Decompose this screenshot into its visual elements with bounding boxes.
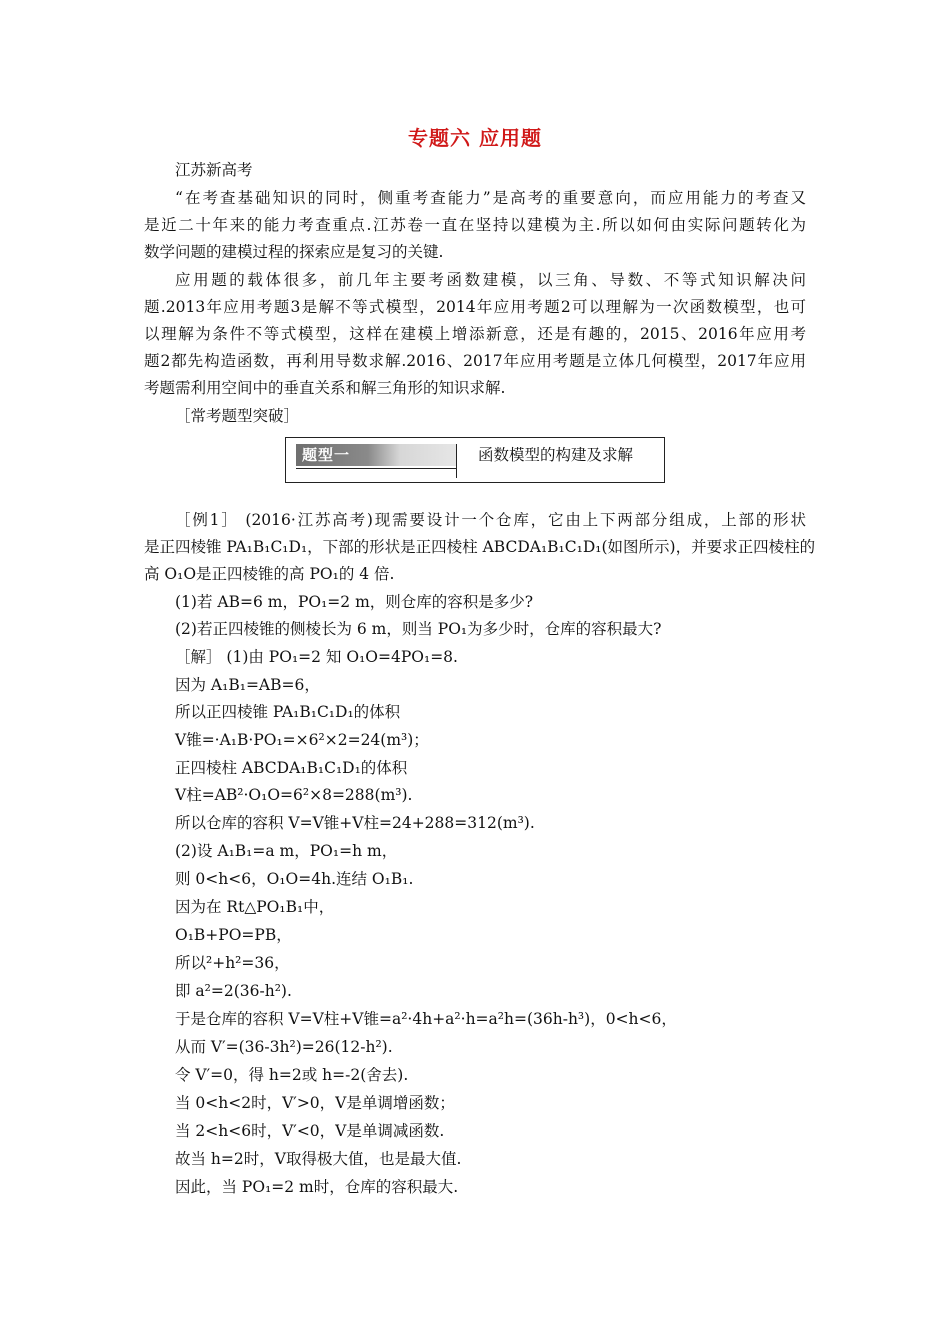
example-line1: ［例1］ (2016·江苏高考)现需要设计一个仓库，它由上下两部分组成，上部的形状	[175, 511, 806, 529]
intro-p2-line1: 应用题的载体很多，前几年主要考函数建模，以三角、导数、不等式知识解决问	[175, 271, 806, 289]
solution-line: V锥=·A₁B·PO₁=×6²×2=24(m³)；	[175, 731, 429, 749]
solution-line: 所以正四棱锥 PA₁B₁C₁D₁的体积	[175, 703, 401, 721]
question-type-tag-label: 题型一	[302, 446, 351, 464]
intro-p2-line5: 考题需利用空间中的垂直关系和解三角形的知识求解.	[144, 379, 506, 397]
solution-line: 因为 A₁B₁=AB=6，	[175, 676, 320, 694]
tag-underline	[296, 468, 456, 469]
intro-p1-line3: 数学问题的建模过程的探索应是复习的关键.	[144, 243, 444, 261]
example-question-1: (1)若 AB=6 m，PO₁=2 m，则仓库的容积是多少?	[175, 593, 534, 611]
solution-line: 正四棱柱 ABCDA₁B₁C₁D₁的体积	[175, 759, 408, 777]
example-line2: 是正四棱锥 PA₁B₁C₁D₁，下部的形状是正四棱柱 ABCDA₁B₁C₁D₁(如图所示)，并要求正四棱柱的	[144, 538, 816, 556]
solution-line: 令 V′=0，得 h=2或 h=-2(舍去).	[175, 1066, 409, 1084]
intro-p1-line2: 是近二十年来的能力考查重点.江苏卷一直在坚持以建模为主.所以如何由实际问题转化为	[144, 216, 806, 234]
question-type-topic: 函数模型的构建及求解	[478, 446, 634, 464]
solution-line: ［解］ (1)由 PO₁=2 知 O₁O=4PO₁=8.	[175, 648, 458, 666]
section-heading: ［常考题型突破］	[175, 407, 300, 425]
solution-line: 所以²+h²=36，	[175, 954, 290, 972]
solution-line: 当 0<h<2时，V′>0，V是单调增函数；	[175, 1094, 455, 1112]
question-type-banner	[285, 437, 665, 483]
solution-line: 因此，当 PO₁=2 m时，仓库的容积最大.	[175, 1178, 459, 1196]
intro-p2-line3: 以理解为条件不等式模型，这样在建模上增添新意，还是有趣的，2015、2016年应用考	[144, 325, 806, 343]
page-title: 专题六 应用题	[408, 126, 542, 150]
example-line3: 高 O₁O是正四棱锥的高 PO₁的 4 倍.	[144, 565, 395, 583]
solution-line: 所以仓库的容积 V=V锥+V柱=24+288=312(m³).	[175, 814, 535, 832]
example-question-2: (2)若正四棱锥的侧棱长为 6 m，则当 PO₁为多少时，仓库的容积最大?	[175, 620, 662, 638]
intro-p2-line4: 题2都先构造函数，再利用导数求解.2016、2017年应用考题是立体几何模型，2017年应用	[144, 352, 806, 370]
solution-line: 故当 h=2时，V取得极大值，也是最大值.	[175, 1150, 462, 1168]
solution-line: 从而 V′=(36-3h²)=26(12-h²).	[175, 1038, 393, 1056]
intro-heading: 江苏新高考	[175, 161, 253, 179]
solution-line: O₁B+PO=PB，	[175, 926, 292, 944]
solution-line: V柱=AB²·O₁O=6²×8=288(m³).	[175, 786, 413, 804]
question-type-tag	[296, 444, 456, 466]
intro-p2-line2: 题.2013年应用考题3是解不等式模型，2014年应用考题2可以理解为一次函数模型，也可	[144, 298, 806, 316]
solution-line: (2)设 A₁B₁=a m，PO₁=h m，	[175, 842, 398, 860]
solution-line: 于是仓库的容积 V=V柱+V锥=a²·4h+a²·h=a²h=(36h-h³)，0<h<6，	[175, 1010, 677, 1028]
intro-p1-line1: “在考查基础知识的同时，侧重考查能力”是高考的重要意向，而应用能力的考查又	[175, 189, 806, 207]
solution-line: 即 a²=2(36-h²).	[175, 982, 292, 1000]
solution-line: 因为在 Rt△PO₁B₁中，	[175, 898, 335, 916]
tag-divider	[456, 444, 457, 478]
solution-line: 则 0<h<6，O₁O=4h.连结 O₁B₁.	[175, 870, 414, 888]
solution-line: 当 2<h<6时，V′<0，V是单调减函数.	[175, 1122, 445, 1140]
